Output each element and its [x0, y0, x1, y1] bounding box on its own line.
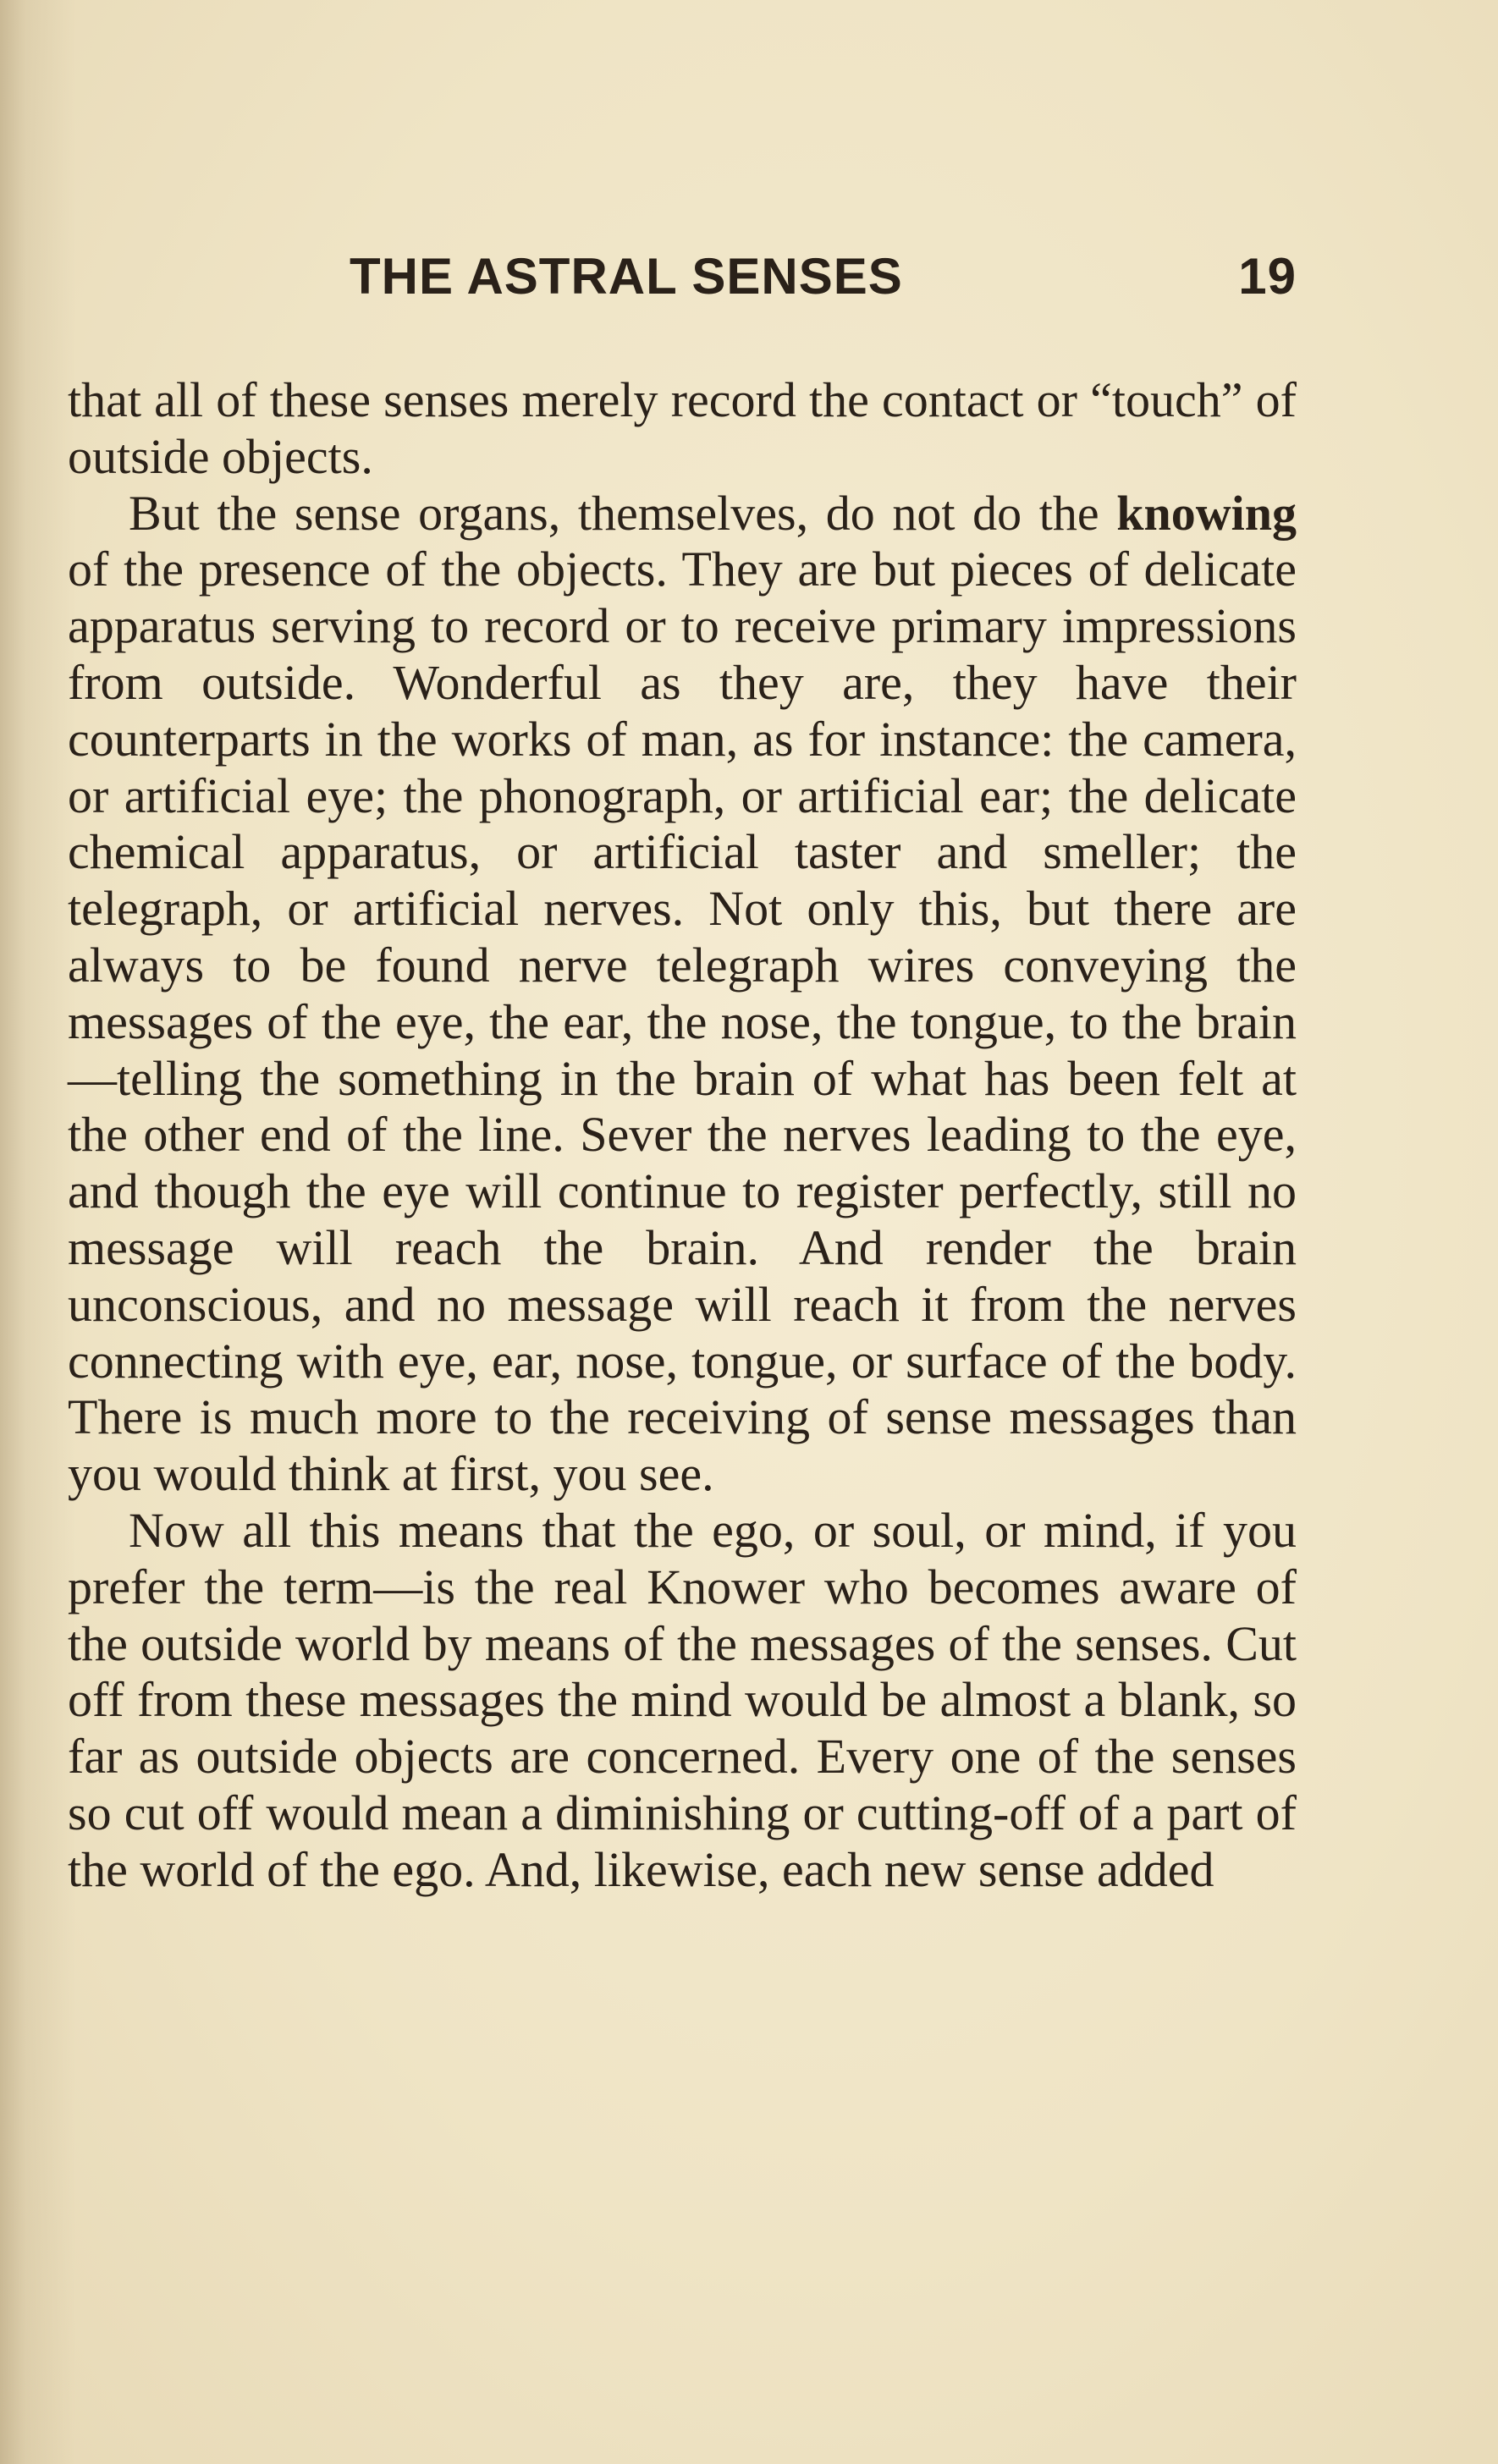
- paragraph-2-rest: of the presence of the objects. They are but pieces of delicate apparatus serving to record or to receive primary impressions from outside. Wonderful as they are, they have their counterparts in the works of man, as for instance: the camera, or artificial eye; the phonograph, or artificial ear; the delicate chemical apparatus, or artificial taster and smeller; the telegraph, or artificial nerves. Not only this, but there are always to be found nerve telegraph wires conveying the messages of the eye, the ear, the nose, the tongue, to the brain—telling the something in the brain of what has been felt at the other end of the line. Sever the nerves leading to the eye, and though the eye will continue to register perfectly, still no message will reach the brain. And render the brain unconscious, and no message will reach it from the nerves connecting with eye, ear, nose, tongue, or surface of the body. There is much more to the receiving of sense messages than you would think at first, you see.: [68, 542, 1297, 1502]
- emphasis-knowing: knowing: [1116, 485, 1297, 541]
- body-text: [68, 372, 1297, 1899]
- paragraph-3: Now all this means that the ego, or soul, or mind, if you prefer the term—is the real Knower who becomes aware of the outside world by means of the messages of the senses. Cut off from these messages the mind would be almost a blank, so far as outside objects are concerned. Every one of the senses so cut off would mean a diminishing or cutting-off of a part of the world of the ego. And, likewise, each new sense added: [68, 1502, 1297, 1897]
- page-number: 19: [1238, 248, 1297, 305]
- running-head: [68, 247, 1297, 323]
- paragraph-2-start: But the sense organs, themselves, do not do the: [129, 485, 1117, 541]
- paragraph-1: that all of these senses merely record the contact or “touch” of outside objects.: [68, 372, 1297, 484]
- chapter-title: THE ASTRAL SENSES: [350, 248, 903, 305]
- paragraph-2: [68, 486, 1297, 1503]
